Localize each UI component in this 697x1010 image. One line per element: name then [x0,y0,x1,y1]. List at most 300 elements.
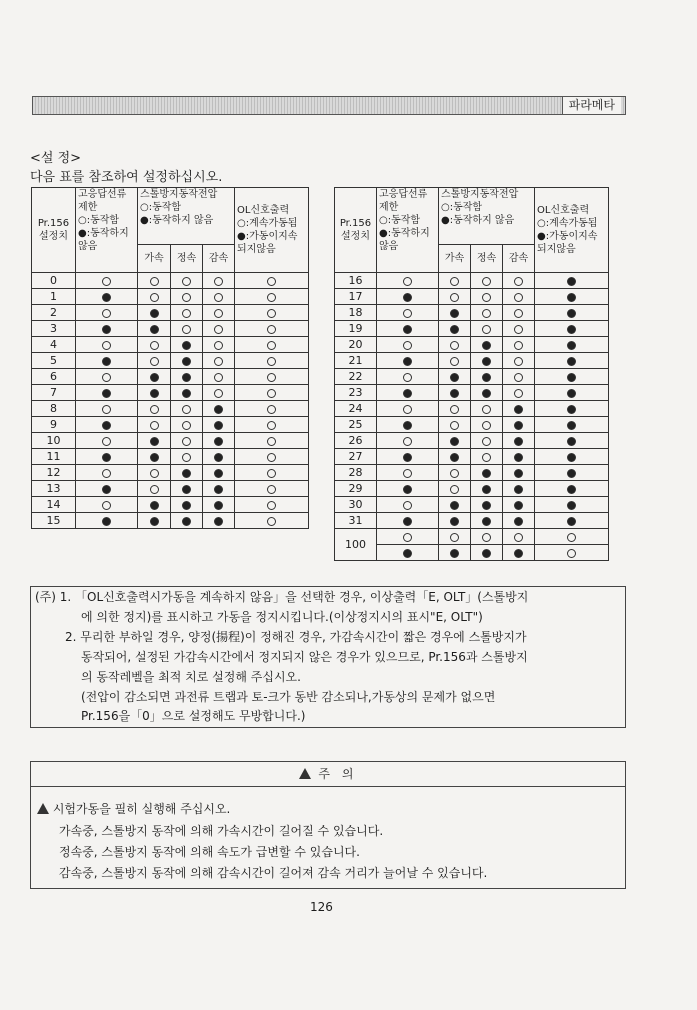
filled-circle-icon [102,453,111,462]
state-cell [377,353,439,369]
filled-circle-icon [150,437,159,446]
ol-line: 되지않음 [537,244,576,255]
caution-text: 시험가동을 필히 실행해 주십시오. [52,802,231,816]
state-cell [535,401,609,417]
state-cell [535,353,609,369]
ol-line: ●:가동이지속 [537,231,598,242]
filled-circle-icon [450,325,459,334]
empty-circle-icon [567,533,576,542]
stall-line: 스톨방지동작전압 [441,189,519,200]
table-row [335,289,609,305]
state-cell [439,305,471,321]
empty-circle-icon [450,421,459,430]
section-title: <설 정> [30,151,82,166]
empty-circle-icon [450,533,459,542]
table-row [335,545,609,561]
oc-line: 않음 [379,241,399,252]
state-cell [171,385,203,401]
empty-circle-icon [403,373,412,382]
state-cell [235,449,309,465]
table-row [335,529,609,545]
empty-circle-icon [482,437,491,446]
empty-circle-icon [403,309,412,318]
header-decel: 감속 [503,245,535,273]
state-cell [503,369,535,385]
header-stall [138,188,235,245]
setting-value: 28 [335,465,377,481]
filled-circle-icon [102,357,111,366]
header-stall [439,188,535,245]
state-cell [171,305,203,321]
filled-circle-icon [450,437,459,446]
warning-icon [299,768,311,779]
empty-circle-icon [267,373,276,382]
state-cell [235,417,309,433]
filled-circle-icon [482,341,491,350]
state-cell [377,417,439,433]
state-cell [171,481,203,497]
filled-circle-icon [182,341,191,350]
filled-circle-icon [482,485,491,494]
empty-circle-icon [482,293,491,302]
empty-circle-icon [214,293,223,302]
empty-circle-icon [514,373,523,382]
header-const: 정속 [171,245,203,273]
empty-circle-icon [482,405,491,414]
state-cell [138,385,171,401]
filled-circle-icon [403,389,412,398]
state-cell [138,449,171,465]
state-cell [503,401,535,417]
state-cell [203,481,235,497]
empty-circle-icon [482,453,491,462]
empty-circle-icon [450,469,459,478]
setting-value: 27 [335,449,377,465]
setting-value: 10 [32,433,76,449]
state-cell [171,353,203,369]
filled-circle-icon [150,325,159,334]
state-cell [235,433,309,449]
header-ol [535,188,609,273]
empty-circle-icon [150,421,159,430]
filled-circle-icon [450,517,459,526]
table-row [32,401,309,417]
filled-circle-icon [482,357,491,366]
state-cell [471,305,503,321]
state-cell [377,481,439,497]
state-cell [203,337,235,353]
state-cell [138,353,171,369]
oc-line: ○:동작함 [78,215,120,226]
filled-circle-icon [214,453,223,462]
filled-circle-icon [482,389,491,398]
filled-circle-icon [450,501,459,510]
state-cell [235,353,309,369]
state-cell [471,449,503,465]
state-cell [535,529,609,545]
state-cell [503,481,535,497]
state-cell [439,401,471,417]
header-setting-label: 설정치 [39,231,68,242]
state-cell [138,273,171,289]
oc-line: 않음 [78,241,98,252]
empty-circle-icon [182,437,191,446]
caution-header [31,762,625,787]
empty-circle-icon [403,469,412,478]
state-cell [76,353,138,369]
filled-circle-icon [567,277,576,286]
table-row [335,497,609,513]
table-row [32,513,309,529]
empty-circle-icon [450,405,459,414]
state-cell [471,337,503,353]
oc-line: 제한 [78,202,98,213]
table-row [32,417,309,433]
table-row [32,481,309,497]
state-cell [235,305,309,321]
setting-value: 9 [32,417,76,433]
filled-circle-icon [403,549,412,558]
state-cell [76,513,138,529]
empty-circle-icon [482,421,491,430]
empty-circle-icon [102,373,111,382]
table-row [335,449,609,465]
empty-circle-icon [267,485,276,494]
state-cell [377,321,439,337]
state-cell [138,481,171,497]
state-cell [503,321,535,337]
state-cell [503,465,535,481]
filled-circle-icon [150,389,159,398]
table-row [32,385,309,401]
state-cell [76,273,138,289]
filled-circle-icon [214,405,223,414]
state-cell [76,337,138,353]
empty-circle-icon [267,277,276,286]
table-row [335,465,609,481]
filled-circle-icon [450,453,459,462]
filled-circle-icon [214,501,223,510]
state-cell [235,465,309,481]
ol-line: ○:계속가동됨 [537,218,598,229]
filled-circle-icon [150,517,159,526]
setting-value: 6 [32,369,76,385]
filled-circle-icon [514,437,523,446]
setting-value: 29 [335,481,377,497]
empty-circle-icon [267,469,276,478]
empty-circle-icon [182,453,191,462]
state-cell [235,289,309,305]
empty-circle-icon [482,325,491,334]
empty-circle-icon [514,341,523,350]
state-cell [535,545,609,561]
table-row [335,417,609,433]
state-cell [503,433,535,449]
filled-circle-icon [102,293,111,302]
state-cell [439,481,471,497]
filled-circle-icon [514,421,523,430]
empty-circle-icon [450,485,459,494]
filled-circle-icon [182,485,191,494]
state-cell [439,545,471,561]
state-cell [471,513,503,529]
state-cell [377,289,439,305]
empty-circle-icon [102,277,111,286]
state-cell [76,305,138,321]
filled-circle-icon [567,341,576,350]
empty-circle-icon [482,533,491,542]
filled-circle-icon [102,485,111,494]
empty-circle-icon [450,341,459,350]
empty-circle-icon [267,501,276,510]
state-cell [235,401,309,417]
state-cell [377,273,439,289]
state-cell [535,289,609,305]
state-cell [377,401,439,417]
filled-circle-icon [403,453,412,462]
empty-circle-icon [267,421,276,430]
table-row [32,305,309,321]
stall-line: ●:동작하지 않음 [140,215,214,226]
setting-value: 0 [32,273,76,289]
state-cell [76,401,138,417]
state-cell [171,497,203,513]
filled-circle-icon [214,469,223,478]
filled-circle-icon [567,517,576,526]
empty-circle-icon [182,277,191,286]
state-cell [471,417,503,433]
state-cell [503,385,535,401]
table-row [32,497,309,513]
filled-circle-icon [214,421,223,430]
state-cell [235,513,309,529]
filled-circle-icon [182,517,191,526]
filled-circle-icon [150,453,159,462]
state-cell [377,545,439,561]
table-row [32,337,309,353]
empty-circle-icon [214,309,223,318]
state-cell [235,369,309,385]
setting-value: 3 [32,321,76,337]
setting-value: 100 [335,529,377,561]
state-cell [535,449,609,465]
filled-circle-icon [450,309,459,318]
filled-circle-icon [182,389,191,398]
state-cell [535,433,609,449]
state-cell [439,273,471,289]
state-cell [76,385,138,401]
state-cell [503,529,535,545]
state-cell [471,465,503,481]
state-cell [138,513,171,529]
header-overcurrent [76,188,138,273]
filled-circle-icon [403,421,412,430]
warning-icon [37,803,49,814]
state-cell [203,353,235,369]
empty-circle-icon [514,533,523,542]
state-cell [203,449,235,465]
filled-circle-icon [567,421,576,430]
state-cell [203,273,235,289]
filled-circle-icon [182,357,191,366]
setting-value: 22 [335,369,377,385]
table-row [335,385,609,401]
filled-circle-icon [102,325,111,334]
state-cell [535,337,609,353]
state-cell [377,385,439,401]
setting-value: 21 [335,353,377,369]
table-row [32,273,309,289]
state-cell [503,337,535,353]
setting-value: 31 [335,513,377,529]
state-cell [535,321,609,337]
state-cell [76,449,138,465]
state-cell [439,417,471,433]
filled-circle-icon [514,549,523,558]
state-cell [471,353,503,369]
state-cell [439,513,471,529]
empty-circle-icon [514,309,523,318]
table-row [335,369,609,385]
setting-value: 4 [32,337,76,353]
state-cell [171,273,203,289]
state-cell [503,545,535,561]
filled-circle-icon [567,293,576,302]
empty-circle-icon [267,389,276,398]
filled-circle-icon [567,389,576,398]
empty-circle-icon [214,341,223,350]
empty-circle-icon [267,453,276,462]
state-cell [138,337,171,353]
state-cell [171,369,203,385]
empty-circle-icon [150,405,159,414]
state-cell [471,545,503,561]
state-cell [171,449,203,465]
empty-circle-icon [267,293,276,302]
state-cell [535,465,609,481]
filled-circle-icon [567,309,576,318]
empty-circle-icon [182,309,191,318]
oc-line: ●:동작하지 [379,228,430,239]
param-table-left [31,187,309,529]
oc-line: ○:동작함 [379,215,421,226]
note-line: 의 동작레벨을 최적 치로 설정해 주십시오. [81,670,301,684]
setting-value: 7 [32,385,76,401]
setting-value: 20 [335,337,377,353]
state-cell [535,369,609,385]
state-cell [503,417,535,433]
empty-circle-icon [567,549,576,558]
state-cell [203,289,235,305]
state-cell [76,417,138,433]
empty-circle-icon [267,517,276,526]
state-cell [235,497,309,513]
state-cell [377,529,439,545]
state-cell [535,273,609,289]
empty-circle-icon [182,325,191,334]
ol-line: 되지않음 [237,244,276,255]
header-pr156-label: Pr.156 [339,218,372,229]
filled-circle-icon [514,405,523,414]
state-cell [439,529,471,545]
state-cell [203,321,235,337]
filled-circle-icon [567,469,576,478]
state-cell [471,401,503,417]
setting-value: 25 [335,417,377,433]
empty-circle-icon [150,469,159,478]
state-cell [377,305,439,321]
empty-circle-icon [102,501,111,510]
state-cell [138,401,171,417]
empty-circle-icon [267,325,276,334]
filled-circle-icon [567,357,576,366]
empty-circle-icon [102,405,111,414]
table-row [335,337,609,353]
state-cell [171,513,203,529]
header-const: 정속 [471,245,503,273]
table-row [32,433,309,449]
empty-circle-icon [150,357,159,366]
state-cell [471,369,503,385]
header-accel: 가속 [138,245,171,273]
state-cell [535,481,609,497]
empty-circle-icon [182,405,191,414]
filled-circle-icon [450,373,459,382]
empty-circle-icon [102,341,111,350]
setting-value: 2 [32,305,76,321]
filled-circle-icon [102,389,111,398]
note-line: Pr.156을「0」으로 설정해도 무방합니다.) [81,709,306,723]
state-cell [138,497,171,513]
empty-circle-icon [514,325,523,334]
state-cell [377,369,439,385]
setting-value: 12 [32,465,76,481]
state-cell [377,449,439,465]
state-cell [439,321,471,337]
state-cell [76,465,138,481]
table-row [335,321,609,337]
filled-circle-icon [567,437,576,446]
setting-value: 23 [335,385,377,401]
state-cell [235,321,309,337]
filled-circle-icon [150,501,159,510]
table-row [32,449,309,465]
state-cell [203,417,235,433]
state-cell [76,481,138,497]
state-cell [439,465,471,481]
empty-circle-icon [214,325,223,334]
header-bar [32,96,626,115]
setting-value: 15 [32,513,76,529]
state-cell [439,449,471,465]
param-table-right [334,187,609,561]
state-cell [171,433,203,449]
state-cell [377,433,439,449]
empty-circle-icon [150,277,159,286]
stall-line: ○:동작함 [441,202,483,213]
filled-circle-icon [514,453,523,462]
state-cell [535,385,609,401]
state-cell [471,321,503,337]
filled-circle-icon [102,517,111,526]
empty-circle-icon [403,533,412,542]
caution-box [30,761,626,889]
filled-circle-icon [514,501,523,510]
empty-circle-icon [150,485,159,494]
state-cell [377,337,439,353]
empty-circle-icon [150,341,159,350]
empty-circle-icon [514,357,523,366]
